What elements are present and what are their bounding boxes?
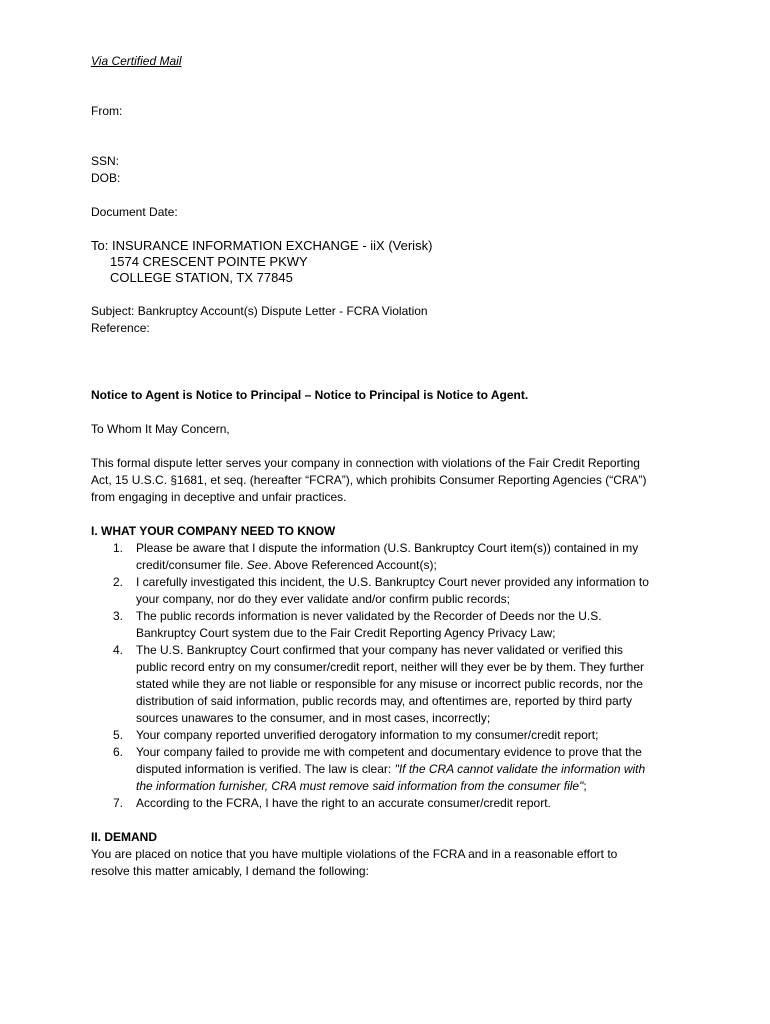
- greeting: To Whom It May Concern,: [91, 422, 230, 436]
- list-item-line: [136, 557, 691, 574]
- list-item-line: public record entry on my consumer/credit report, neither will they ever be by them. They further: [136, 660, 645, 674]
- section2-line: You are placed on notice that you have multiple violations of the FCRA and in a reasonable effort to: [91, 847, 618, 861]
- list-item: [91, 727, 691, 744]
- section1-heading: I. WHAT YOUR COMPANY NEED TO KNOW: [91, 524, 336, 538]
- list-item: [91, 795, 691, 812]
- list-item-line: The public records information is never validated by the Recorder of Deeds nor the U.S.: [136, 609, 602, 623]
- list-item-line: Please be aware that I dispute the information (U.S. Bankruptcy Court item(s)) contained in my: [136, 541, 639, 555]
- list-item-line: distribution of said information, public records may, and oftentimes are, reported by third party: [136, 694, 633, 708]
- section2-line: resolve this matter amicably, I demand the following:: [91, 864, 369, 878]
- letter-page: [91, 53, 691, 880]
- list-item-line: stated while they are not liable or responsible for any misuse or incorrect public records, nor the: [136, 677, 643, 691]
- list-item-line: your company, nor do they ever validate and/or confirm public records;: [136, 592, 510, 606]
- via-certified-mail: Via Certified Mail: [91, 54, 182, 68]
- list-item-line: sources unawares to the consumer, and in most cases, incorrectly;: [136, 711, 491, 725]
- list-item-italic: "If the CRA cannot validate the information with: [394, 762, 646, 776]
- list-item-text: . Above Referenced Account(s);: [268, 558, 437, 572]
- intro-line: from engaging in deceptive and unfair practices.: [91, 490, 347, 504]
- intro-line: This formal dispute letter serves your company in connection with violations of the Fair Credit Reporting: [91, 456, 640, 470]
- recipient-address-line2: COLLEGE STATION, TX 77845: [110, 270, 293, 285]
- list-item-line: Bankruptcy Court system due to the Fair Credit Reporting Agency Privacy Law;: [136, 626, 556, 640]
- list-item-line: I carefully investigated this incident, the U.S. Bankruptcy Court never provided any information to: [136, 575, 649, 589]
- list-item: [91, 574, 691, 608]
- list-item-line: [136, 778, 691, 795]
- dob-label: DOB:: [91, 171, 121, 185]
- list-item-number: 2.: [113, 575, 124, 589]
- list-item-line: According to the FCRA, I have the right to an accurate consumer/credit report.: [136, 796, 551, 810]
- list-item-text: ;: [583, 779, 587, 793]
- list-item: [91, 608, 691, 642]
- section1-list: [91, 540, 691, 812]
- list-item-line: Your company reported unverified derogatory information to my consumer/credit report;: [136, 728, 599, 742]
- recipient-to-line: To: INSURANCE INFORMATION EXCHANGE - iiX (Verisk): [91, 238, 433, 253]
- list-item: [91, 642, 691, 727]
- intro-paragraph: [91, 455, 691, 506]
- list-item-text: credit/consumer file.: [136, 558, 247, 572]
- list-item-number: 7.: [113, 796, 124, 810]
- ssn-label: SSN:: [91, 154, 120, 168]
- recipient-address: [91, 238, 691, 286]
- from-label: From:: [91, 104, 123, 118]
- list-item: [91, 744, 691, 795]
- list-item-text: disputed information is verified. The law is clear:: [136, 762, 395, 776]
- list-item-line: [136, 761, 691, 778]
- subject-line: Subject: Bankruptcy Account(s) Dispute Letter - FCRA Violation: [91, 304, 428, 318]
- document-date-label: Document Date:: [91, 205, 178, 219]
- section2-heading: II. DEMAND: [91, 830, 157, 844]
- list-item-italic: See: [246, 558, 269, 572]
- list-item-line: Your company failed to provide me with competent and documentary evidence to prove that the: [136, 745, 642, 759]
- list-item-number: 4.: [113, 643, 124, 657]
- list-item-number: 3.: [113, 609, 124, 623]
- list-item-line: The U.S. Bankruptcy Court confirmed that your company has never validated or verified this: [136, 643, 623, 657]
- list-item: [91, 540, 691, 574]
- recipient-address-line1: 1574 CRESCENT POINTE PKWY: [110, 254, 308, 269]
- list-item-number: 6.: [113, 745, 124, 759]
- list-item-italic: the information furnisher, CRA must remove said information from the consumer file": [136, 779, 584, 793]
- list-item-number: 5.: [113, 728, 124, 742]
- intro-line: Act, 15 U.S.C. §1681, et seq. (hereafter “FCRA”), which prohibits Consumer Reporting Agencies (“CRA”): [91, 473, 647, 487]
- reference-label: Reference:: [91, 321, 150, 335]
- list-item-number: 1.: [113, 541, 124, 555]
- notice-heading: Notice to Agent is Notice to Principal – Notice to Principal is Notice to Agent.: [91, 388, 529, 402]
